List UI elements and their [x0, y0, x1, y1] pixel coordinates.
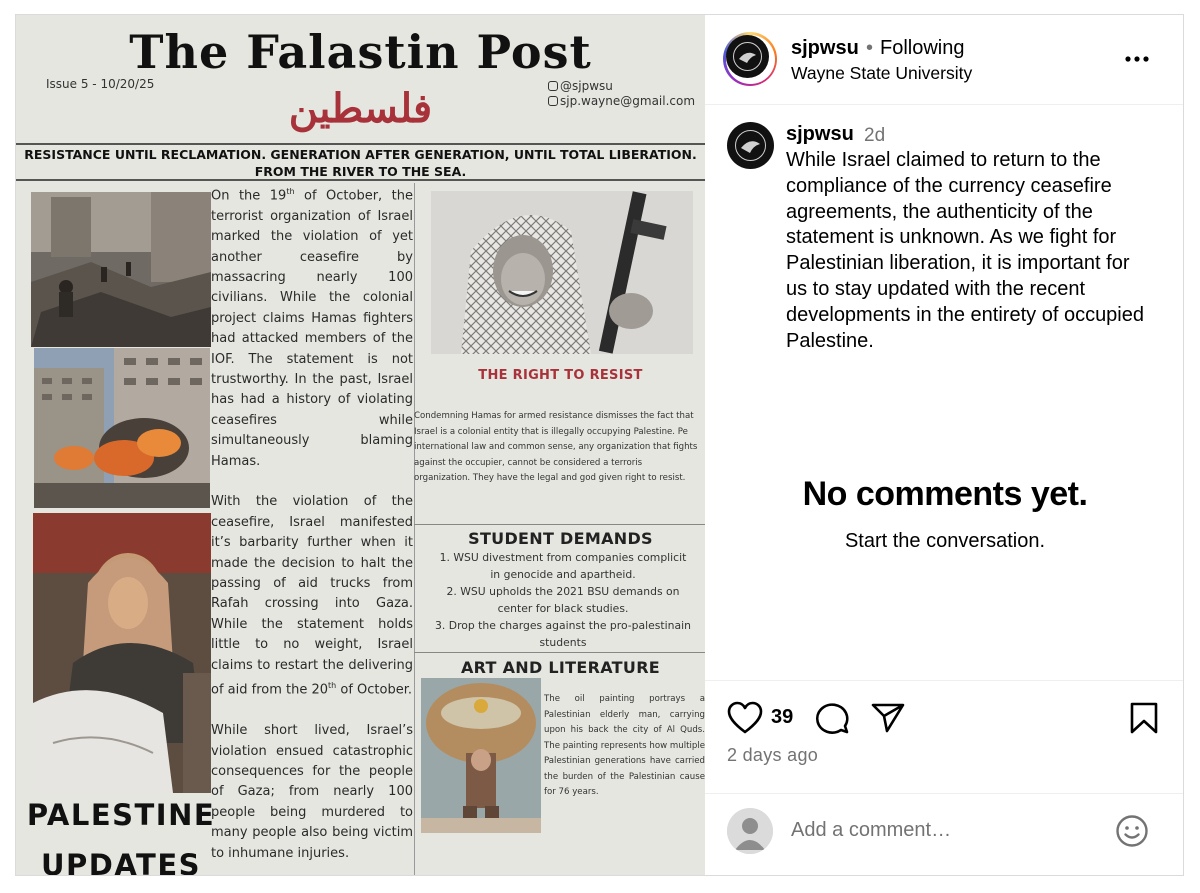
- painting-photo: [421, 678, 541, 833]
- right-to-resist-text: Condemning Hamas for armed resistance dismisses the fact that Israel is a colonial entity that is illegally occupying Palestine. Pe international law and common sense, any organization that fights against the occupier, cannot be considered a terroris organization. They have the legal and god given right to resist.: [414, 411, 698, 483]
- separator-dot: •: [866, 37, 874, 59]
- masthead: [16, 15, 705, 143]
- slogan-line-2: FROM THE RIVER TO THE SEA.: [254, 164, 467, 179]
- palestine-updates-heading: [26, 790, 216, 876]
- comment-icon[interactable]: [814, 701, 850, 740]
- start-conversation-text: Start the conversation.: [844, 530, 1046, 552]
- caption-text: While Israel claimed to return to the compliance of the currency ceasefire agreements, the authenticity of the statement is unknown. As we fight for Palestinian liberation, it is important for us to stay updated with the recent developments in the entirety of occupied Palestine.: [786, 149, 1144, 352]
- share-icon[interactable]: [870, 701, 906, 740]
- post-age: 2 days ago: [727, 745, 819, 765]
- list-item: 3. Drop the charges against the pro-palestinain: [435, 619, 691, 632]
- user-avatar-icon: [727, 808, 773, 854]
- like-count[interactable]: 39: [771, 706, 794, 728]
- avatar[interactable]: [727, 122, 774, 169]
- list-item: in genocide and apartheid.: [490, 568, 636, 581]
- newspaper-title: The Falastin Post: [129, 25, 592, 79]
- instagram-handle: @sjpwsu: [560, 79, 613, 93]
- following-button[interactable]: Following: [880, 37, 965, 59]
- mourning-woman-photo: [33, 513, 211, 793]
- article-paragraph: While short lived, Israel’s violation ensued catastrophic consequences for the people of Gaza; from nearly 100 people being murdered to many people also being victim to inhumane injuries.: [211, 723, 413, 861]
- story-ring[interactable]: [723, 32, 777, 86]
- section-divider: [414, 652, 705, 653]
- more-options-icon[interactable]: [1121, 51, 1153, 67]
- bookmark-icon[interactable]: [1129, 701, 1159, 740]
- post-username[interactable]: sjpwsu: [791, 37, 859, 59]
- list-item: center for black studies.: [497, 602, 629, 615]
- article-paragraph: On the 19th of October, the terrorist organization of Israel marked the violation of yet another ceasefire by massacring nearly 100 civilians. While the colonial project claims Hamas fighters had attacked members of the IOF. The statement is not trustworthy. In the past, Israel has had a history of violating ceasefires while simultaneously blaming Hamas.: [211, 187, 413, 469]
- section-divider: [414, 524, 705, 525]
- slogan-banner: [16, 143, 705, 181]
- art-literature-text: The oil painting portrays a Palestinian elderly man, carrying upon his back the city of Al Quds. The painting represents how multiple Palestinian generations have carried the burden of the Palestinian cause for 76 years.: [544, 694, 705, 797]
- instagram-icon: [548, 81, 558, 91]
- post-frame: [15, 14, 1184, 876]
- newspaper-image: [16, 15, 705, 876]
- palestine-updates-line-2: UPDATES: [40, 848, 202, 876]
- post-location[interactable]: Wayne State University: [791, 63, 973, 83]
- actions-divider: [705, 680, 1184, 681]
- emoji-icon[interactable]: [1115, 814, 1149, 848]
- art-literature-title: ART AND LITERATURE: [460, 658, 661, 677]
- airstrike-photo: [34, 348, 210, 508]
- instagram-post-panel: [705, 15, 1184, 876]
- article-paragraph: With the violation of the ceasefire, Israel manifested it’s barbarity further when it made the decision to halt the passing of aid trucks from Rafah crossing into Gaza. While the statement holds little to no weight, Israel claims to restart the delivering of aid from the 20th of October.: [211, 494, 413, 698]
- resistance-photo: [431, 191, 693, 354]
- column-divider: [414, 183, 415, 876]
- student-demands-title: STUDENT DEMANDS: [468, 529, 653, 548]
- list-item: 2. WSU upholds the 2021 BSU demands on: [446, 585, 680, 598]
- no-comments-heading: No comments yet.: [802, 475, 1088, 513]
- right-to-resist-title: THE RIGHT TO RESIST: [478, 368, 643, 383]
- list-item: students: [539, 636, 587, 649]
- comment-input[interactable]: [791, 815, 1091, 845]
- arabic-title: فلسطين: [288, 85, 433, 132]
- header-divider: [705, 104, 1184, 105]
- email-icon: [548, 96, 558, 106]
- article-body: [211, 182, 413, 876]
- issue-label: Issue 5 - 10/20/25: [46, 77, 155, 91]
- list-item: 1. WSU divestment from companies complicit: [439, 551, 687, 564]
- student-demands-list: [421, 549, 705, 651]
- palestine-updates-line-1: PALESTINE: [26, 798, 216, 832]
- rubble-photo: [31, 192, 211, 347]
- caption-timestamp: 2d: [864, 125, 886, 146]
- slogan-line-1: RESISTANCE UNTIL RECLAMATION. GENERATION AFTER GENERATION, UNTIL TOTAL LIBERATION.: [24, 147, 697, 162]
- heart-icon[interactable]: [727, 701, 763, 740]
- contact-info: [548, 79, 695, 109]
- comment-divider: [705, 793, 1184, 794]
- avatar[interactable]: [726, 35, 769, 78]
- caption-username[interactable]: sjpwsu: [786, 123, 854, 145]
- email-address: sjp.wayne@gmail.com: [560, 94, 696, 108]
